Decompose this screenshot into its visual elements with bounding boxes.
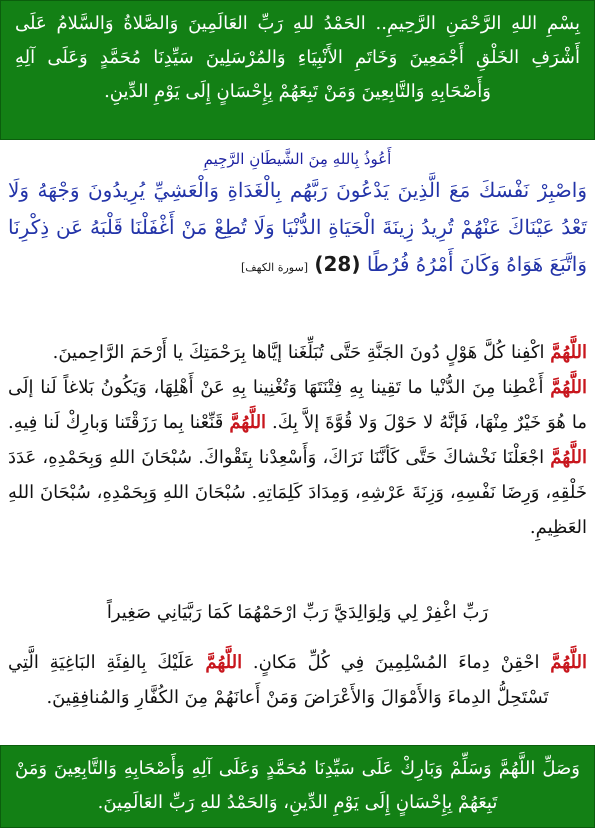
dua-line-1 (8, 335, 587, 370)
supplication-block-2 (8, 645, 587, 715)
footer-band (0, 745, 595, 828)
allahumma-word: اللَّهُمَّ (205, 652, 243, 673)
supplication-block-1 (8, 335, 587, 545)
dua-text: احْقِنْ دِماءَ المُسْلِمِينَ فِي كُلِّ مَكانٍ. (242, 652, 551, 673)
istiadha-line: أَعُوذُ بِاللهِ مِنَ الشَّيطَانِ الرَّجِيمِ (203, 150, 392, 168)
header-text: بِسْمِ اللهِ الرَّحْمَنِ الرَّحِيمِ.. الحَمْدُ للهِ رَبِّ العَالَمِينَ وَالصَّلاةُ وَالسَّلامُ عَلَى أَشْرَفِ الخَلْقِ أَجْمَعِينَ وَخَاتَمِ الأَنْبِيَاءِ وَالمُرْسَلِينَ سَيِّدِنَا مُحَمَّدٍ وَعَلَى آلِهِ وَأَصْحَابِهِ وَالتَّابِعِينَ وَمَنْ تَبِعَهُمْ بِإِحْسَانٍ إِلَى يَوْمِ الدِّينِ. (15, 13, 580, 102)
quran-verse (8, 172, 587, 286)
allahumma-word: اللَّهُمَّ (550, 447, 587, 468)
dua-text: عَلَيْكَ بِالفِئَةِ البَاغِيَةِ الَّتِي تَسْتَحِلُّ الدِماءَ وَالأَمْوَالَ وَالأَعْرَاضَ وَمَنْ أَعانَهُمْ مِنَ الكُفَّارِ وَالمُنافِقِينَ. (8, 652, 549, 708)
dua-paragraph-2 (8, 370, 587, 545)
allahumma-word: اللَّهُمَّ (550, 342, 587, 363)
allahumma-word: اللَّهُمَّ (550, 652, 588, 673)
dua-text: قَنِّعْنا بِما رَزَقْتَنا وَبارِكْ لَنا فِيهِ. (8, 412, 230, 433)
verse-number: (28) (314, 252, 361, 276)
allahumma-word: اللَّهُمَّ (229, 412, 267, 433)
allahumma-word: اللَّهُمَّ (550, 377, 587, 398)
surah-reference: [سورة الكهف] (241, 261, 308, 274)
dua-text: اكْفِنا كُلَّ هَوْلٍ دُونَ الجَنَّةِ حَتَّى تُبَلِّغَنا إيَّاها بِرَحْمَتِكَ يا أَرْحَمَ الرَّاحِمينَ. (52, 342, 551, 363)
dua-text: اجْعَلْنَا نَخْشاكَ حَتَّى كَأنَّنَا نَرَاكَ، وَأَسْعِدْنا بِتَقْواكَ. سُبْحَانَ اللهِ وَبِحَمْدِهِ، عَدَدَ خَلْقِهِ، وَرِضَا نَفْسِهِ، وَزِنَةَ عَرْشِهِ، وَمِدَادَ كَلِمَاتِهِ. سُبْحَانَ اللهِ وَبِحَمْدِهِ، سُبْحَانَ اللهِ العَظِيمِ. (8, 447, 587, 538)
rabbi-ighfir-line: رَبِّ اغْفِرْ لِي وَلِوَالِدَيَّ رَبِّ ارْحَمْهُمَا كَمَا رَبَّيَانِي صَغِيراً (106, 602, 489, 623)
verse-text: وَاصْبِرْ نَفْسَكَ مَعَ الَّذِينَ يَدْعُونَ رَبَّهُم بِالْغَدَاةِ وَالْعَشِيِّ يُرِيدُونَ وَجْهَهُ وَلَا تَعْدُ عَيْنَاكَ عَنْهُمْ تُرِيدُ زِينَةَ الْحَيَاةِ الدُّنْيَا وَلَا تُطِعْ مَنْ أَغْفَلْنَا قَلْبَهُ عَن ذِكْرِنَا وَاتَّبَعَ هَوَاهُ وَكَانَ أَمْرُهُ فُرُطًا (8, 178, 587, 276)
dua-text: أَعْطِنا مِنَ الدُّنْيا ما تَقِينا بِهِ فِتْنَتَهَا وَتُغْنِينا بِهِ عَنْ أَهْلِهَا، وَيَكُونُ بَلاغاً لَنا إلَى ما هُوَ خَيْرٌ مِنْهَا، فَإنَّهُ لا حَوْلَ وَلا قُوَّةَ إلاَّ بِكَ. (8, 377, 587, 433)
header-band (0, 0, 595, 140)
footer-text: وَصَلِّ اللَّهُمَّ وَسَلِّمْ وَبَارِكْ عَلَى سَيِّدِنَا مُحَمَّدٍ وَعَلَى آلِهِ وَأَصْحَابِهِ وَالتَّابِعِينَ وَمَنْ تَبِعَهُمْ بِإِحْسَانٍ إِلَى يَوْمِ الدِّينِ، وَالحَمْدُ للهِ رَبِّ العَالَمِينَ. (15, 758, 580, 813)
